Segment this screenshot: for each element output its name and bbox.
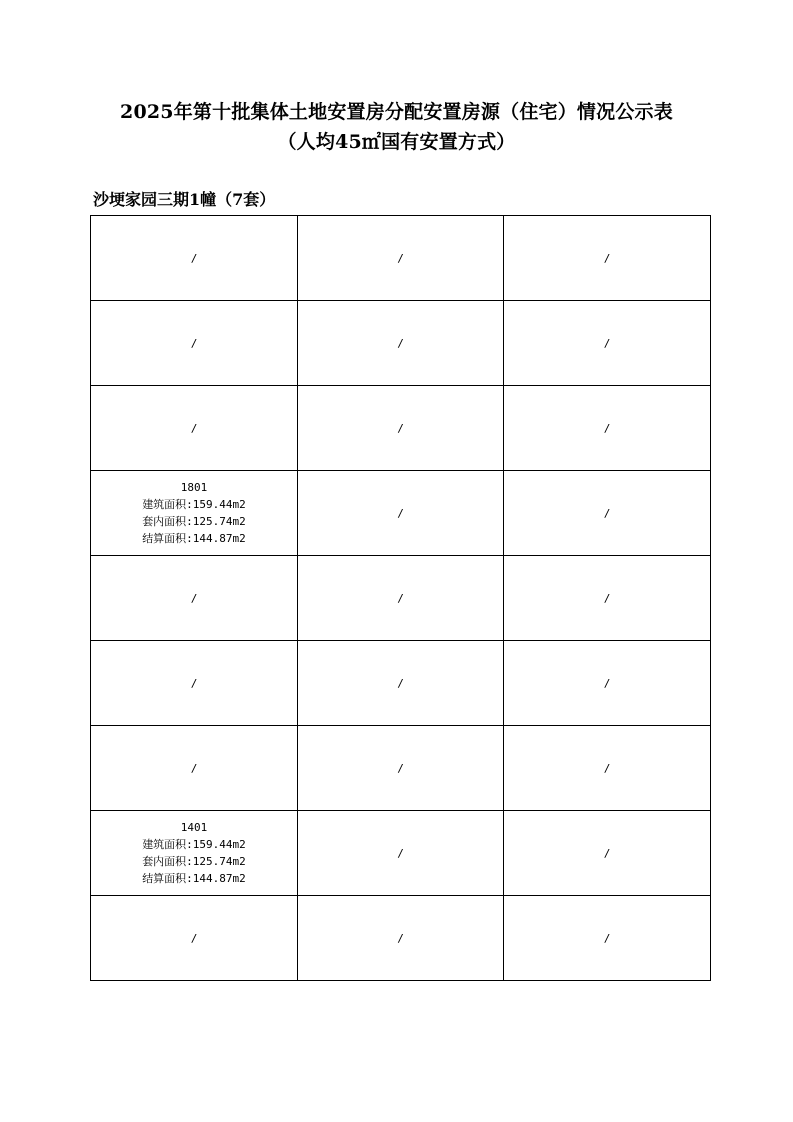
settlement-area: 结算面积:144.87m2 (142, 532, 246, 545)
page-title: 2025年第十批集体土地安置房分配安置房源（住宅）情况公示表 (120, 101, 673, 123)
empty-slash: / (190, 421, 198, 435)
empty-slash: / (190, 336, 198, 350)
table-cell (91, 641, 298, 726)
empty-slash: / (190, 931, 198, 945)
table-row (91, 471, 711, 556)
table-row (91, 301, 711, 386)
empty-slash: / (603, 846, 611, 860)
page-title-subline: （人均45㎡国有安置方式） (277, 131, 516, 153)
empty-slash: / (603, 676, 611, 690)
empty-slash: / (397, 761, 404, 775)
empty-slash: / (397, 336, 404, 350)
table-cell (504, 641, 711, 726)
empty-slash: / (603, 251, 611, 265)
room-number: 1801 (180, 481, 208, 494)
empty-slash: / (397, 846, 404, 860)
table-row (91, 386, 711, 471)
table-cell (298, 216, 504, 301)
table-cell (298, 471, 504, 556)
building-subtitle: 沙埂家园三期1幢（7套） (93, 190, 276, 209)
empty-slash: / (603, 506, 611, 520)
table-cell (91, 556, 298, 641)
table-cell (298, 301, 504, 386)
empty-slash: / (397, 931, 404, 945)
empty-slash: / (603, 761, 611, 775)
table-cell (298, 641, 504, 726)
settlement-area: 结算面积:144.87m2 (142, 872, 246, 885)
housing-table (90, 215, 711, 981)
room-number: 1401 (180, 821, 208, 834)
table-row (91, 556, 711, 641)
empty-slash: / (603, 421, 611, 435)
building-area: 建筑面积:159.44m2 (142, 498, 246, 511)
table-row (91, 896, 711, 981)
empty-slash: / (603, 931, 611, 945)
table-row (91, 726, 711, 811)
table-cell (504, 216, 711, 301)
empty-slash: / (397, 591, 404, 605)
unit-info-cell (91, 811, 298, 896)
table-cell (91, 386, 298, 471)
table-cell (91, 301, 298, 386)
empty-slash: / (190, 761, 198, 775)
table-cell (91, 726, 298, 811)
empty-slash: / (397, 421, 404, 435)
empty-slash: / (190, 591, 198, 605)
table-cell (504, 811, 711, 896)
table-cell (504, 556, 711, 641)
table-cell (91, 216, 298, 301)
table-cell (504, 726, 711, 811)
table-cell (298, 896, 504, 981)
table-row (91, 216, 711, 301)
unit-info-cell (91, 471, 298, 556)
table-row (91, 811, 711, 896)
table-cell (298, 386, 504, 471)
empty-slash: / (397, 251, 404, 265)
empty-slash: / (397, 676, 404, 690)
table-cell (298, 556, 504, 641)
empty-slash: / (603, 591, 611, 605)
inner-area: 套内面积:125.74m2 (142, 515, 246, 528)
table-cell (504, 896, 711, 981)
building-area: 建筑面积:159.44m2 (142, 838, 246, 851)
table-cell (504, 386, 711, 471)
empty-slash: / (397, 506, 404, 520)
table-cell (504, 471, 711, 556)
empty-slash: / (603, 336, 611, 350)
table-cell (91, 896, 298, 981)
inner-area: 套内面积:125.74m2 (142, 855, 246, 868)
table-row (91, 641, 711, 726)
table-cell (504, 301, 711, 386)
table-cell (298, 811, 504, 896)
empty-slash: / (190, 251, 198, 265)
table-cell (298, 726, 504, 811)
empty-slash: / (190, 676, 198, 690)
